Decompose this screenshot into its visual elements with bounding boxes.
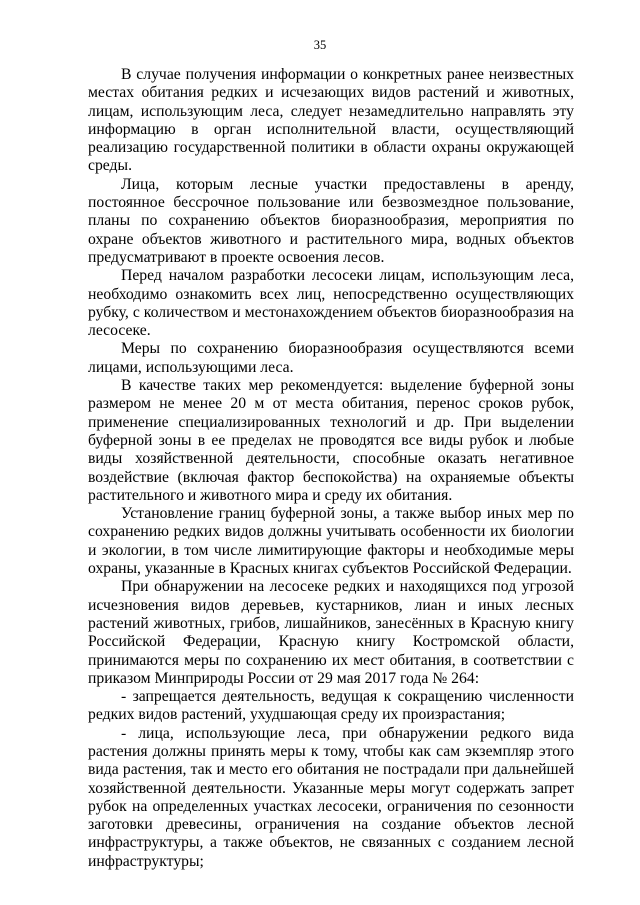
paragraph: В качестве таких мер рекомендуется: выделение буферной зоны размером не менее 20 м от места обитания, перенос сроков рубок, применение специализированных технологий и др. При выделении буферной зоны в ее пределах не проводятся все виды рубок и любые виды хозяйственной деятельности, способные оказать негативное воздействие (включая фактор беспокойства) на охраняемые объекты растительного и животного мира и среду их обитания. [88,377,574,504]
paragraph: Меры по сохранению биоразнообразия осуществляются всеми лицами, использующими леса. [88,340,574,376]
paragraph: Перед началом разработки лесосеки лицам, использующим леса, необходимо ознакомить всех лиц, непосредственно осуществляющих рубку, с количеством и местонахождением объектов биоразнообразия на лесосеке. [88,267,574,340]
paragraph: Лица, которым лесные участки предоставлены в аренду, постоянное бессрочное пользование или безвозмездное пользование, планы по сохранению объектов биоразнообразия, мероприятия по охране объектов животного и растительного мира, водных объектов предусматривают в проекте освоения лесов. [88,175,574,266]
paragraph: Установление границ буферной зоны, а также выбор иных мер по сохранению редких видов должны учитывать особенности их биологии и экологии, в том числе лимитирующие факторы и необходимые меры охраны, указанные в Красных книгах субъектов Российской Федерации. [88,505,574,578]
document-body [88,66,574,871]
page-number: 35 [313,38,327,52]
list-item: - запрещается деятельность, ведущая к сокращению численности редких видов растений, ухудшающая среду их произрастания; [88,688,574,724]
paragraph: При обнаружении на лесосеке редких и находящихся под угрозой исчезновения видов деревьев, кустарников, лиан и иных лесных растений животных, грибов, лишайников, занесённых в Красную книгу Российской Федерации, Красную книгу Костромской области, принимаются меры по сохранению их мест обитания, в соответствии с приказом Минприроды России от 29 мая 2017 года № 264: [88,578,574,687]
paragraph: В случае получения информации о конкретных ранее неизвестных местах обитания редких и исчезающих видов растений и животных, лицам, использующим леса, следует незамедлительно направлять эту информацию в орган исполнительной власти, осуществляющий реализацию государственной политики в области охраны окружающей среды. [88,66,574,175]
list-item: - лица, использующие леса, при обнаружении редкого вида растения должны принять меры к тому, чтобы как сам экземпляр этого вида растения, так и место его обитания не пострадали при дальнейшей хозяйственной деятельности. Указанные меры могут содержать запрет рубок на определенных участках лесосеки, ограничения по сезонности заготовки древесины, ограничения на создание объектов лесной инфраструктуры, а также объектов, не связанных с созданием лесной инфраструктуры; [88,724,574,870]
